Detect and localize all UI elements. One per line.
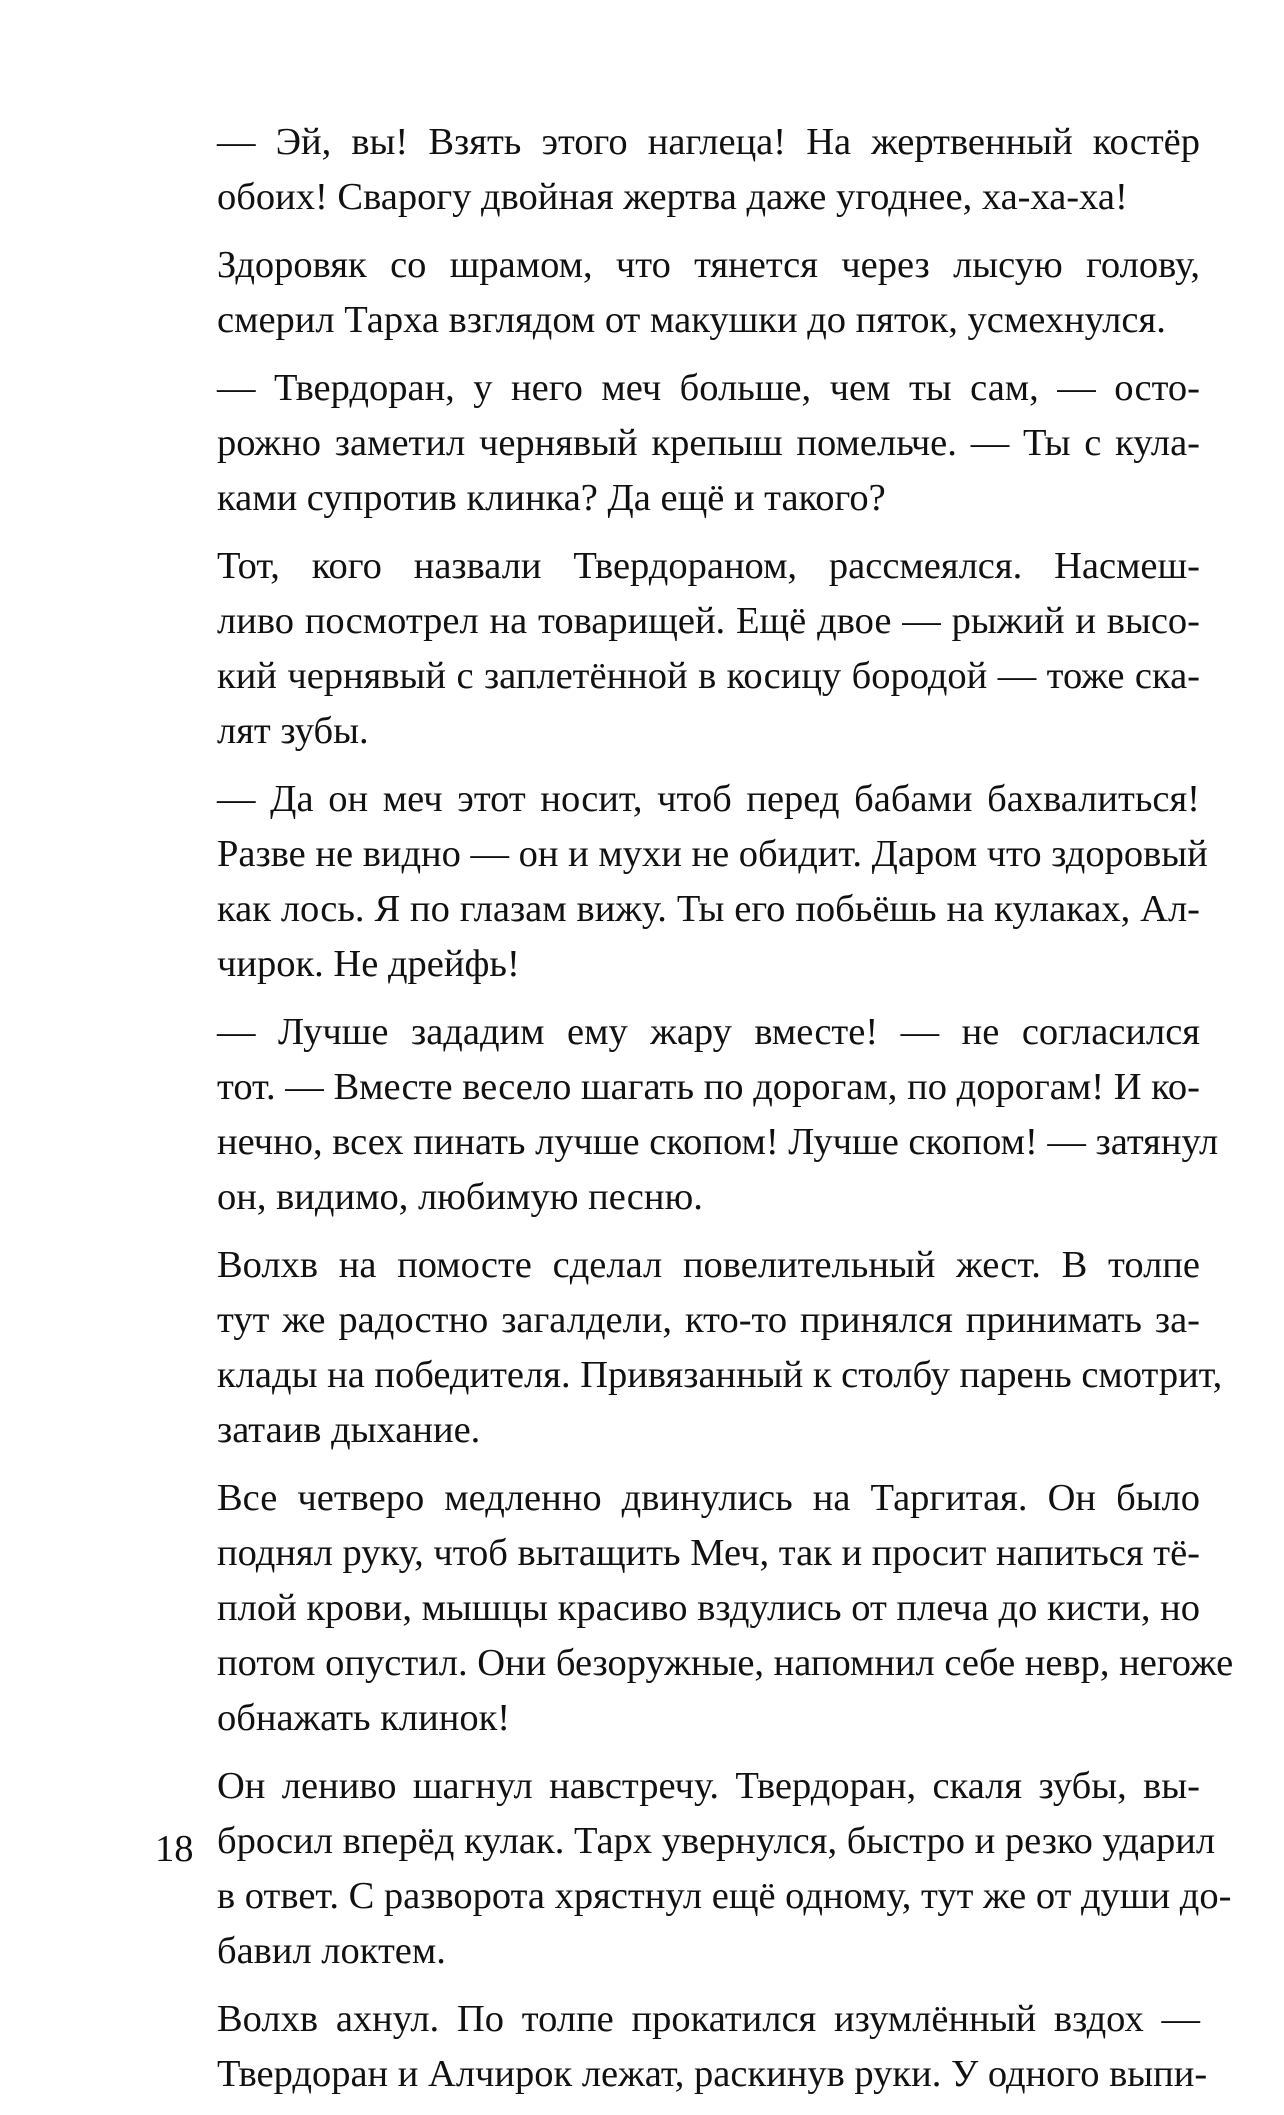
text-line: лят зубы. xyxy=(217,710,369,752)
text-line: кий чернявый с заплетённой в косицу бородой — тоже ска- xyxy=(217,655,1200,697)
paragraph-2 xyxy=(155,238,1200,348)
text-line: обнажать клинок! xyxy=(217,1697,511,1739)
text-line: — Твердоран, у него меч больше, чем ты сам, — осто- xyxy=(217,367,1200,409)
paragraph-8 xyxy=(155,1471,1234,1746)
page-number: 18 xyxy=(155,1828,194,1870)
paragraph-3 xyxy=(155,361,1200,526)
text-line: ками супротив клинка? Да ещё и такого? xyxy=(217,477,886,519)
text-line: он, видимо, любимую песню. xyxy=(217,1176,703,1218)
text-line: как лось. Я по глазам вижу. Ты его побьёшь на кулаках, Ал- xyxy=(217,888,1200,930)
text-line: чирок. Не дрейфь! xyxy=(217,943,520,985)
page-body xyxy=(155,115,1234,2115)
text-line: Он лениво шагнул навстречу. Твердоран, скаля зубы, вы- xyxy=(217,1765,1200,1807)
text-line: ливо посмотрел на товарищей. Ещё двое — рыжий и высо- xyxy=(217,600,1200,642)
text-line: Все четверо медленно двинулись на Таргитая. Он было xyxy=(217,1477,1200,1519)
text-line: Твердоран и Алчирок лежат, раскинув руки. У одного выпи- xyxy=(217,2053,1208,2095)
text-line: рожно заметил чернявый крепыш помельче. — Ты с кула- xyxy=(217,422,1200,464)
paragraph-10 xyxy=(155,1992,1208,2102)
paragraph-4 xyxy=(155,539,1200,759)
text-line: — Эй, вы! Взять этого наглеца! На жертвенный костёр xyxy=(217,121,1200,163)
text-line: затаив дыхание. xyxy=(217,1409,481,1451)
paragraph-5 xyxy=(155,772,1208,992)
text-line: — Лучше зададим ему жару вместе! — не согласился xyxy=(217,1011,1200,1053)
paragraph-9 xyxy=(155,1759,1232,1979)
text-line: поднял руку, чтоб вытащить Меч, так и просит напиться тё- xyxy=(217,1532,1200,1574)
text-line: обоих! Сварогу двойная жертва даже угоднее, ха-ха-ха! xyxy=(217,176,1128,218)
text-line: потом опустил. Они безоружные, напомнил себе невр, негоже xyxy=(217,1642,1234,1684)
text-line: Волхв на помосте сделал повелительный жест. В толпе xyxy=(217,1244,1200,1286)
text-line: Тот, кого назвали Твердораном, рассмеялся. Насмеш- xyxy=(217,545,1200,587)
text-line: тут же радостно загалдели, кто-то принялся принимать за- xyxy=(217,1299,1200,1341)
text-line: смерил Тарха взглядом от макушки до пяток, усмехнулся. xyxy=(217,299,1166,341)
text-line: бавил локтем. xyxy=(217,1930,446,1972)
text-line: тот. — Вместе весело шагать по дорогам, по дорогам! И ко- xyxy=(217,1066,1200,1108)
text-line: Здоровяк со шрамом, что тянется через лысую голову, xyxy=(217,244,1200,286)
text-line: — Да он меч этот носит, чтоб перед бабами бахвалиться! xyxy=(217,778,1200,820)
text-line: Разве не видно — он и мухи не обидит. Даром что здоровый xyxy=(217,833,1208,875)
text-line: в ответ. С разворота хрястнул ещё одному, тут же от души до- xyxy=(217,1875,1232,1917)
text-line: клады на победителя. Привязанный к столбу парень смотрит, xyxy=(217,1354,1223,1396)
text-line: бросил вперёд кулак. Тарх увернулся, быстро и резко ударил xyxy=(217,1820,1216,1862)
text-line: нечно, всех пинать лучше скопом! Лучше скопом! — затянул xyxy=(217,1121,1219,1163)
paragraph-1 xyxy=(155,115,1200,225)
text-line: плой крови, мышцы красиво вздулись от плеча до кисти, но xyxy=(217,1587,1200,1629)
paragraph-6 xyxy=(155,1005,1219,1225)
paragraph-7 xyxy=(155,1238,1223,1458)
text-line: Волхв ахнул. По толпе прокатился изумлённый вздох — xyxy=(217,1998,1200,2040)
